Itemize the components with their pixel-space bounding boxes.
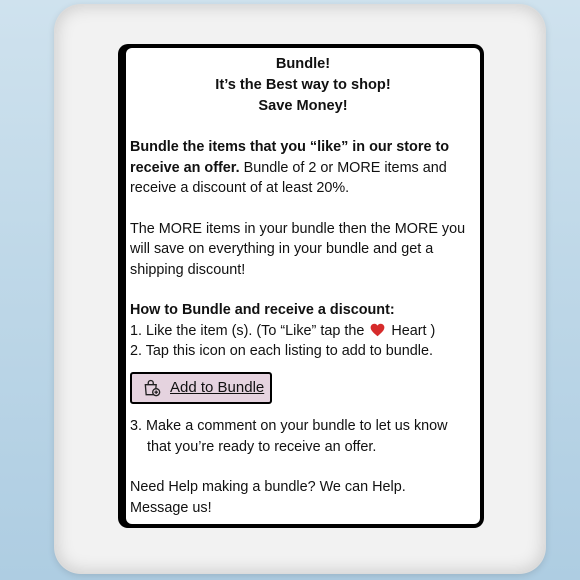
step-2: 2. Tap this icon on each listing to add to bundle. [130,343,433,359]
more-paragraph: The MORE items in your bundle then the MORE you will save on everything in your bundle and get a shipping discount! [130,220,466,278]
headline-line-1: Bundle! [275,56,331,72]
howto-steps-continued [130,416,480,457]
bundle-info-card [126,48,480,524]
intro-rest: Bundle of 2 or MORE items and receive a discount of at least 20%. [130,159,447,196]
intro-bold: Bundle the items that you “like” in our store to receive an offer. [130,139,450,176]
shopping-bag-plus-icon [142,378,162,398]
heart-icon [370,323,385,337]
step-1 [130,321,480,342]
howto-steps [130,321,480,362]
step-3 [130,416,480,457]
step-3-line-2: that you’re ready to receive an offer. [147,438,377,455]
headline-line-2: It’s the Best way to shop! [215,77,391,93]
help-line-2: Message us! [130,499,212,516]
add-to-bundle-button[interactable] [130,372,272,405]
howto-title: How to Bundle and receive a discount: [130,302,395,318]
step-1-text: 1. Like the item (s). (To “Like” tap the [130,322,365,339]
headline [130,54,480,117]
help-line-1: Need Help making a bundle? We can Help. [130,479,406,495]
headline-line-3: Save Money! [258,98,348,114]
help-paragraph [130,477,480,518]
step-3-line-1: 3. Make a comment on your bundle to let us know [130,418,448,434]
add-to-bundle-label: Add to Bundle [170,378,265,396]
intro-paragraph [130,137,480,199]
step-1-heart-label: Heart ) [391,322,436,339]
